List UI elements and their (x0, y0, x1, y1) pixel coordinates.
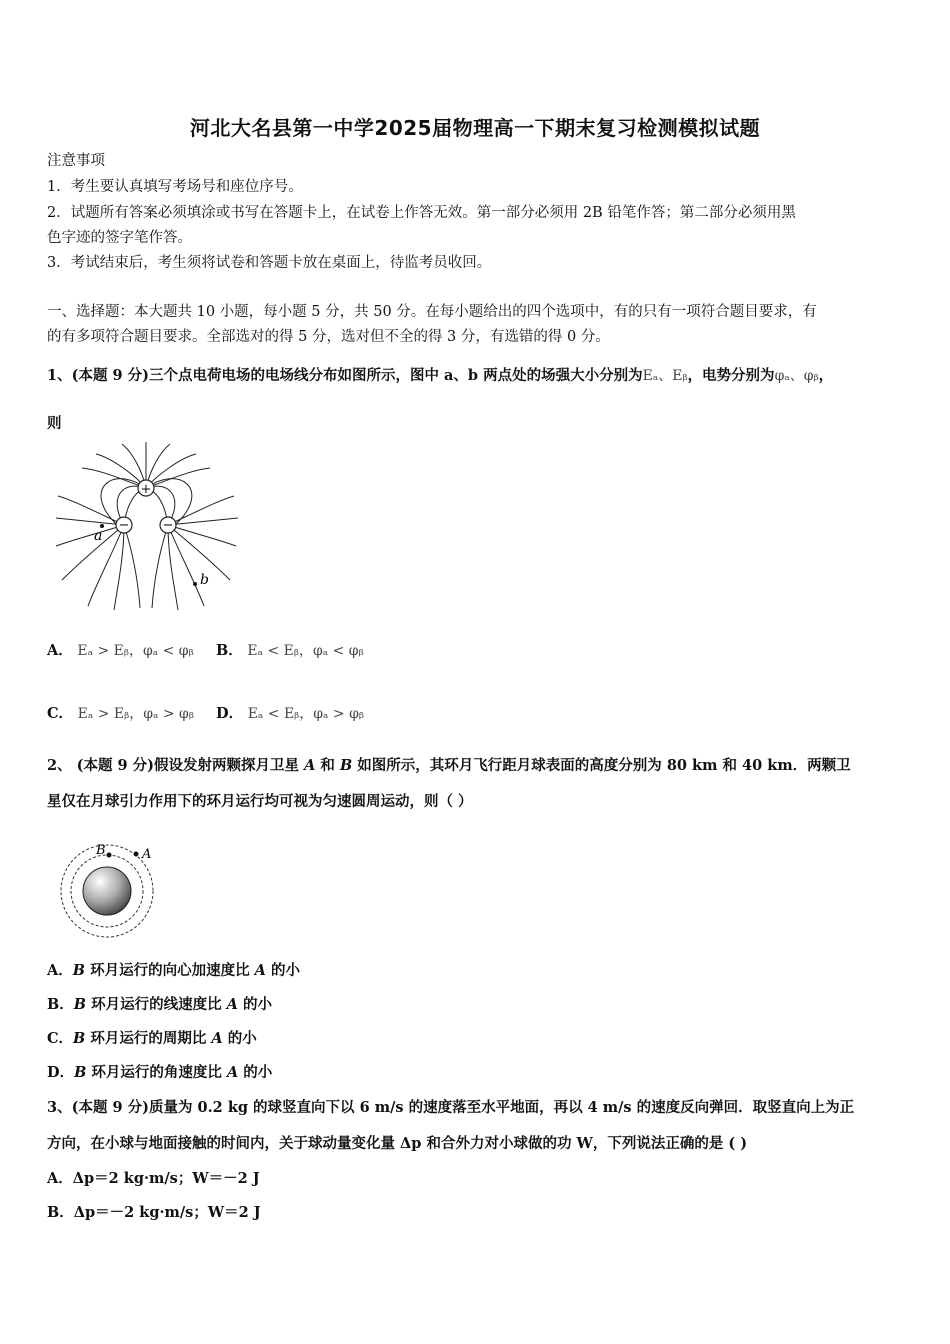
option-label: A． (47, 962, 73, 979)
section-intro: 的有多项符合题目要求。全部选对的得 5 分，选对但不全的得 3 分，有选错的得 0 分。 (47, 329, 610, 345)
q2-satellite-a: A (304, 757, 316, 774)
notice-heading: 注意事项 (47, 153, 105, 169)
option-label: B． (47, 996, 74, 1013)
option-object: A (254, 962, 266, 979)
option-object: A (211, 1030, 223, 1047)
option-text: 环月运行的线速度比 (86, 996, 227, 1013)
page-title: 河北大名县第一中学2025届物理高一下期末复习检测模拟试题 (189, 116, 761, 140)
option-text: 环月运行的向心加速度比 (85, 962, 255, 979)
minus-sign-left: − (118, 518, 130, 533)
option-label: C． (47, 705, 74, 722)
label-b: B (96, 843, 106, 858)
option-text: 的小 (222, 1030, 257, 1047)
minus-sign-right: − (162, 518, 174, 533)
option-text: Eₐ < Eᵦ，φₐ < φᵦ (247, 643, 364, 659)
option-label: D． (47, 1064, 75, 1081)
option-object: A (226, 1064, 239, 1081)
satellite-b (107, 853, 112, 858)
option-label: C． (47, 1030, 74, 1047)
question-3-stem: 3、(本题 9 分)质量为 0.2 kg 的球竖直向下以 6 m/s 的速度落至水平地面，再以 4 m/s 的速度反向弹回．取竖直向上为正 (47, 1099, 855, 1116)
q3-option-b[interactable] (47, 1203, 261, 1223)
option-text: 的小 (265, 962, 300, 979)
q2-option-d[interactable] (47, 1063, 272, 1083)
option-subject: B (73, 996, 87, 1013)
notice-item: 3．考试结束后，考生须将试卷和答题卡放在桌面上，待监考员收回。 (47, 255, 492, 271)
option-label: A． (47, 642, 73, 659)
option-label: D． (216, 705, 244, 722)
option-text: 的小 (238, 1064, 273, 1081)
option-subject: B (72, 962, 86, 979)
option-subject: B (73, 1030, 86, 1047)
label-b: b (200, 572, 209, 588)
label-a: A (142, 847, 152, 862)
moon-orbit-figure (52, 838, 164, 942)
option-text: Eₐ > Eᵦ，φₐ > φᵦ (77, 706, 194, 722)
q2-option-c[interactable] (47, 1029, 257, 1049)
point-b (193, 582, 197, 586)
q1-mid: ，电势分别为 (687, 367, 775, 384)
q2-text: 如图所示，其环月飞行距月球表面的高度分别为 80 km 和 40 km．两颗卫 (352, 757, 851, 774)
option-object: A (226, 996, 238, 1013)
q1-suffix: ， (818, 367, 834, 384)
q1-prefix: 1、(本题 9 分)三个点电荷电场的电场线分布如图所示，图中 a、b 两点处的场强大小分别为 (47, 367, 643, 384)
electric-field-figure (52, 440, 242, 612)
moon (83, 867, 131, 915)
option-text: 环月运行的角速度比 (86, 1064, 227, 1081)
q1-option-b[interactable] (216, 641, 364, 661)
q3-option-a[interactable] (47, 1169, 260, 1189)
plus-sign: + (140, 482, 152, 497)
option-label: A． (47, 1170, 73, 1187)
q1-potential-symbols: φₐ、φᵦ (774, 368, 819, 384)
notice-item: 1．考生要认真填写考场号和座位序号。 (47, 179, 303, 195)
option-text: 环月运行的周期比 (85, 1030, 212, 1047)
satellite-a (134, 852, 139, 857)
q1-option-c[interactable] (47, 704, 194, 724)
option-text: 的小 (237, 996, 272, 1013)
label-a: a (94, 528, 103, 544)
section-intro: 一、选择题：本大题共 10 小题，每小题 5 分，共 50 分。在每小题给出的四个选项中，有的只有一项符合题目要求，有 (47, 304, 817, 320)
option-text: Eₐ > Eᵦ，φₐ < φᵦ (77, 643, 194, 659)
option-text: Δp＝－2 kg·m/s；W＝2 J (73, 1204, 261, 1221)
q2-option-a[interactable] (47, 961, 300, 981)
q2-option-b[interactable] (47, 995, 272, 1015)
question-2-stem-line2: 星仅在月球引力作用下的环月运行均可视为匀速圆周运动，则（ ） (47, 793, 473, 810)
notice-item: 2．试题所有答案必须填涂或书写在答题卡上，在试卷上作答无效。第一部分必须用 2B 铅笔作答；第二部分必须用黑 (47, 205, 796, 221)
question-1-stem (47, 366, 833, 386)
option-text: Eₐ < Eᵦ，φₐ > φᵦ (247, 706, 364, 722)
q2-text: 2、 (本题 9 分)假设发射两颗探月卫星 (47, 757, 305, 774)
q1-option-a[interactable] (47, 641, 194, 661)
option-label: B． (216, 642, 243, 659)
q1-option-d[interactable] (216, 704, 364, 724)
question-2-stem (47, 756, 851, 776)
question-3-stem-line2: 方向，在小球与地面接触的时间内，关于球动量变化量 Δp 和合外力对小球做的功 W，下列说法正确的是 ( ) (47, 1135, 748, 1152)
option-label: B． (47, 1204, 74, 1221)
q1-field-symbols: Eₐ、Eᵦ (642, 368, 688, 384)
option-text: Δp＝2 kg·m/s；W＝－2 J (72, 1170, 260, 1187)
q2-satellite-b: B (339, 757, 353, 774)
notice-item: 色字迹的签字笔作答。 (47, 230, 192, 246)
option-subject: B (74, 1064, 87, 1081)
q2-text: 和 (315, 757, 340, 774)
q1-then: 则 (47, 415, 62, 432)
